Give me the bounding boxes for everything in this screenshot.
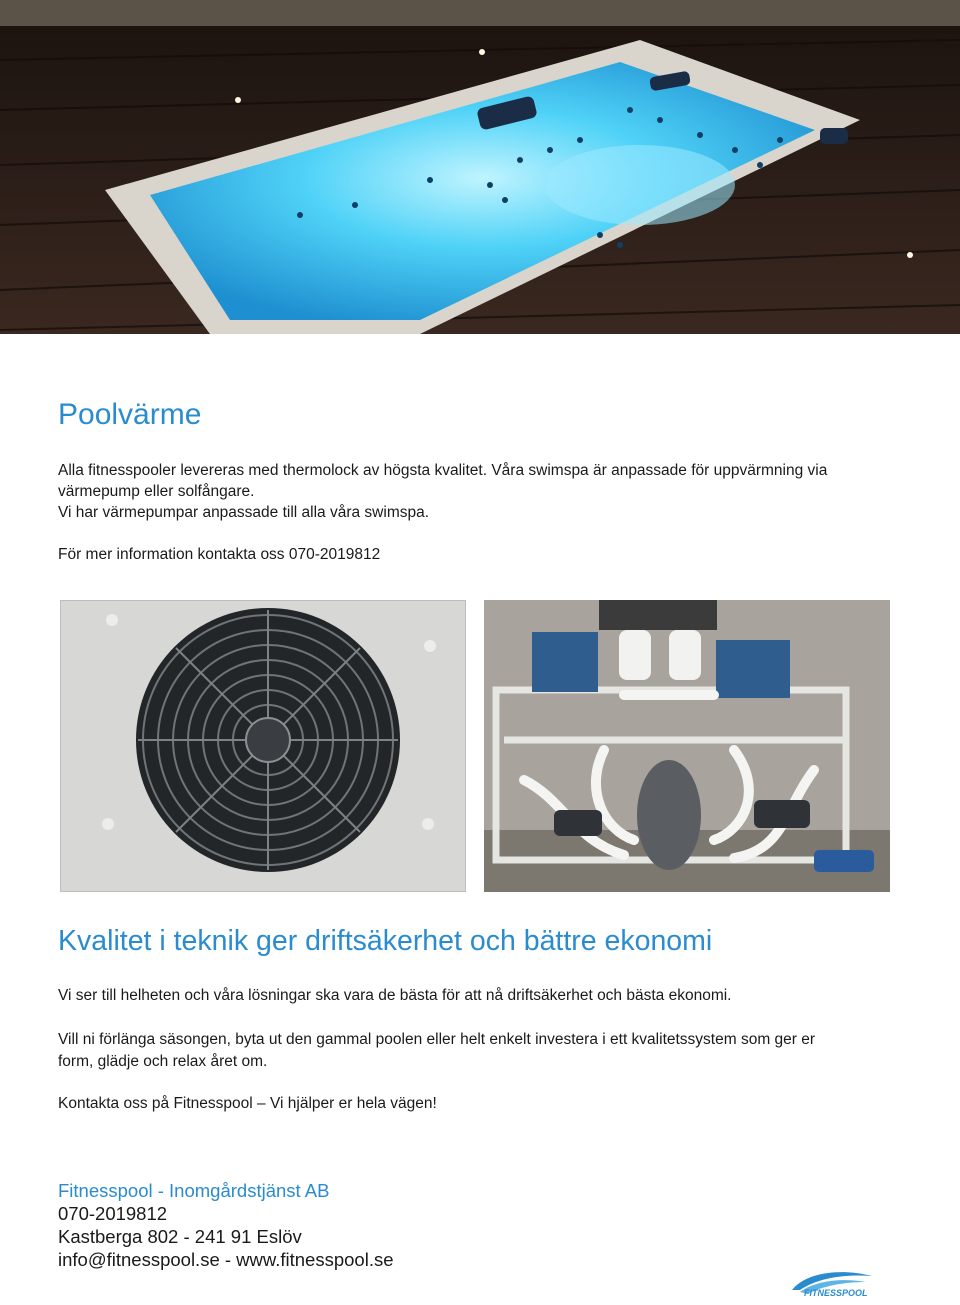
footer-company-name: Fitnesspool - Inomgårdstjänst AB — [58, 1180, 330, 1201]
contact-phone-line: För mer information kontakta oss 070-2019812 — [58, 546, 381, 563]
paragraph-forlanga-line-2: form, glädje och relax året om. — [58, 1053, 268, 1070]
paragraph-helheten: Vi ser till helheten och våra lösningar ska vara de bästa för att nå driftsäkerhet och bästa ekonomi. — [58, 987, 732, 1004]
paragraph-intro-line-2: värmepump eller solfångare. — [58, 483, 255, 500]
photo-technical-system — [484, 600, 890, 892]
paragraph-kontakta-oss: Kontakta oss på Fitnesspool – Vi hjälper er hela vägen! — [58, 1095, 437, 1112]
heading-poolvarme: Poolvärme — [58, 398, 202, 431]
paragraph-forlanga-line-1: Vill ni förlänga säsongen, byta ut den gammal poolen eller helt enkelt investera i ett kvalitetssystem som ger er — [58, 1031, 816, 1048]
fitnesspool-logo — [786, 1268, 896, 1298]
footer-phone: 070-2019812 — [58, 1203, 168, 1224]
technical-system-illustration — [484, 600, 890, 892]
photo-heat-pump-fan — [60, 600, 466, 892]
footer-email-website: info@fitnesspool.se - www.fitnesspool.se — [58, 1249, 394, 1270]
logo-wordmark: FITNESSPOOL — [804, 1288, 868, 1298]
paragraph-intro-line-3: Vi har värmepumpar anpassade till alla våra swimspa. — [58, 504, 430, 521]
paragraph-intro-line-1: Alla fitnesspooler levereras med thermolock av högsta kvalitet. Våra swimspa är anpassade för uppvärmning via — [58, 462, 828, 479]
heat-pump-illustration — [60, 600, 466, 892]
swimspa-illustration — [0, 0, 960, 334]
hero-photo-swimspa — [0, 0, 960, 334]
fitnesspool-logo-mark — [786, 1268, 896, 1298]
heading-kvalitet-i-teknik: Kvalitet i teknik ger driftsäkerhet och bättre ekonomi — [58, 925, 713, 957]
footer-address: Kastberga 802 - 241 91 Eslöv — [58, 1226, 302, 1247]
